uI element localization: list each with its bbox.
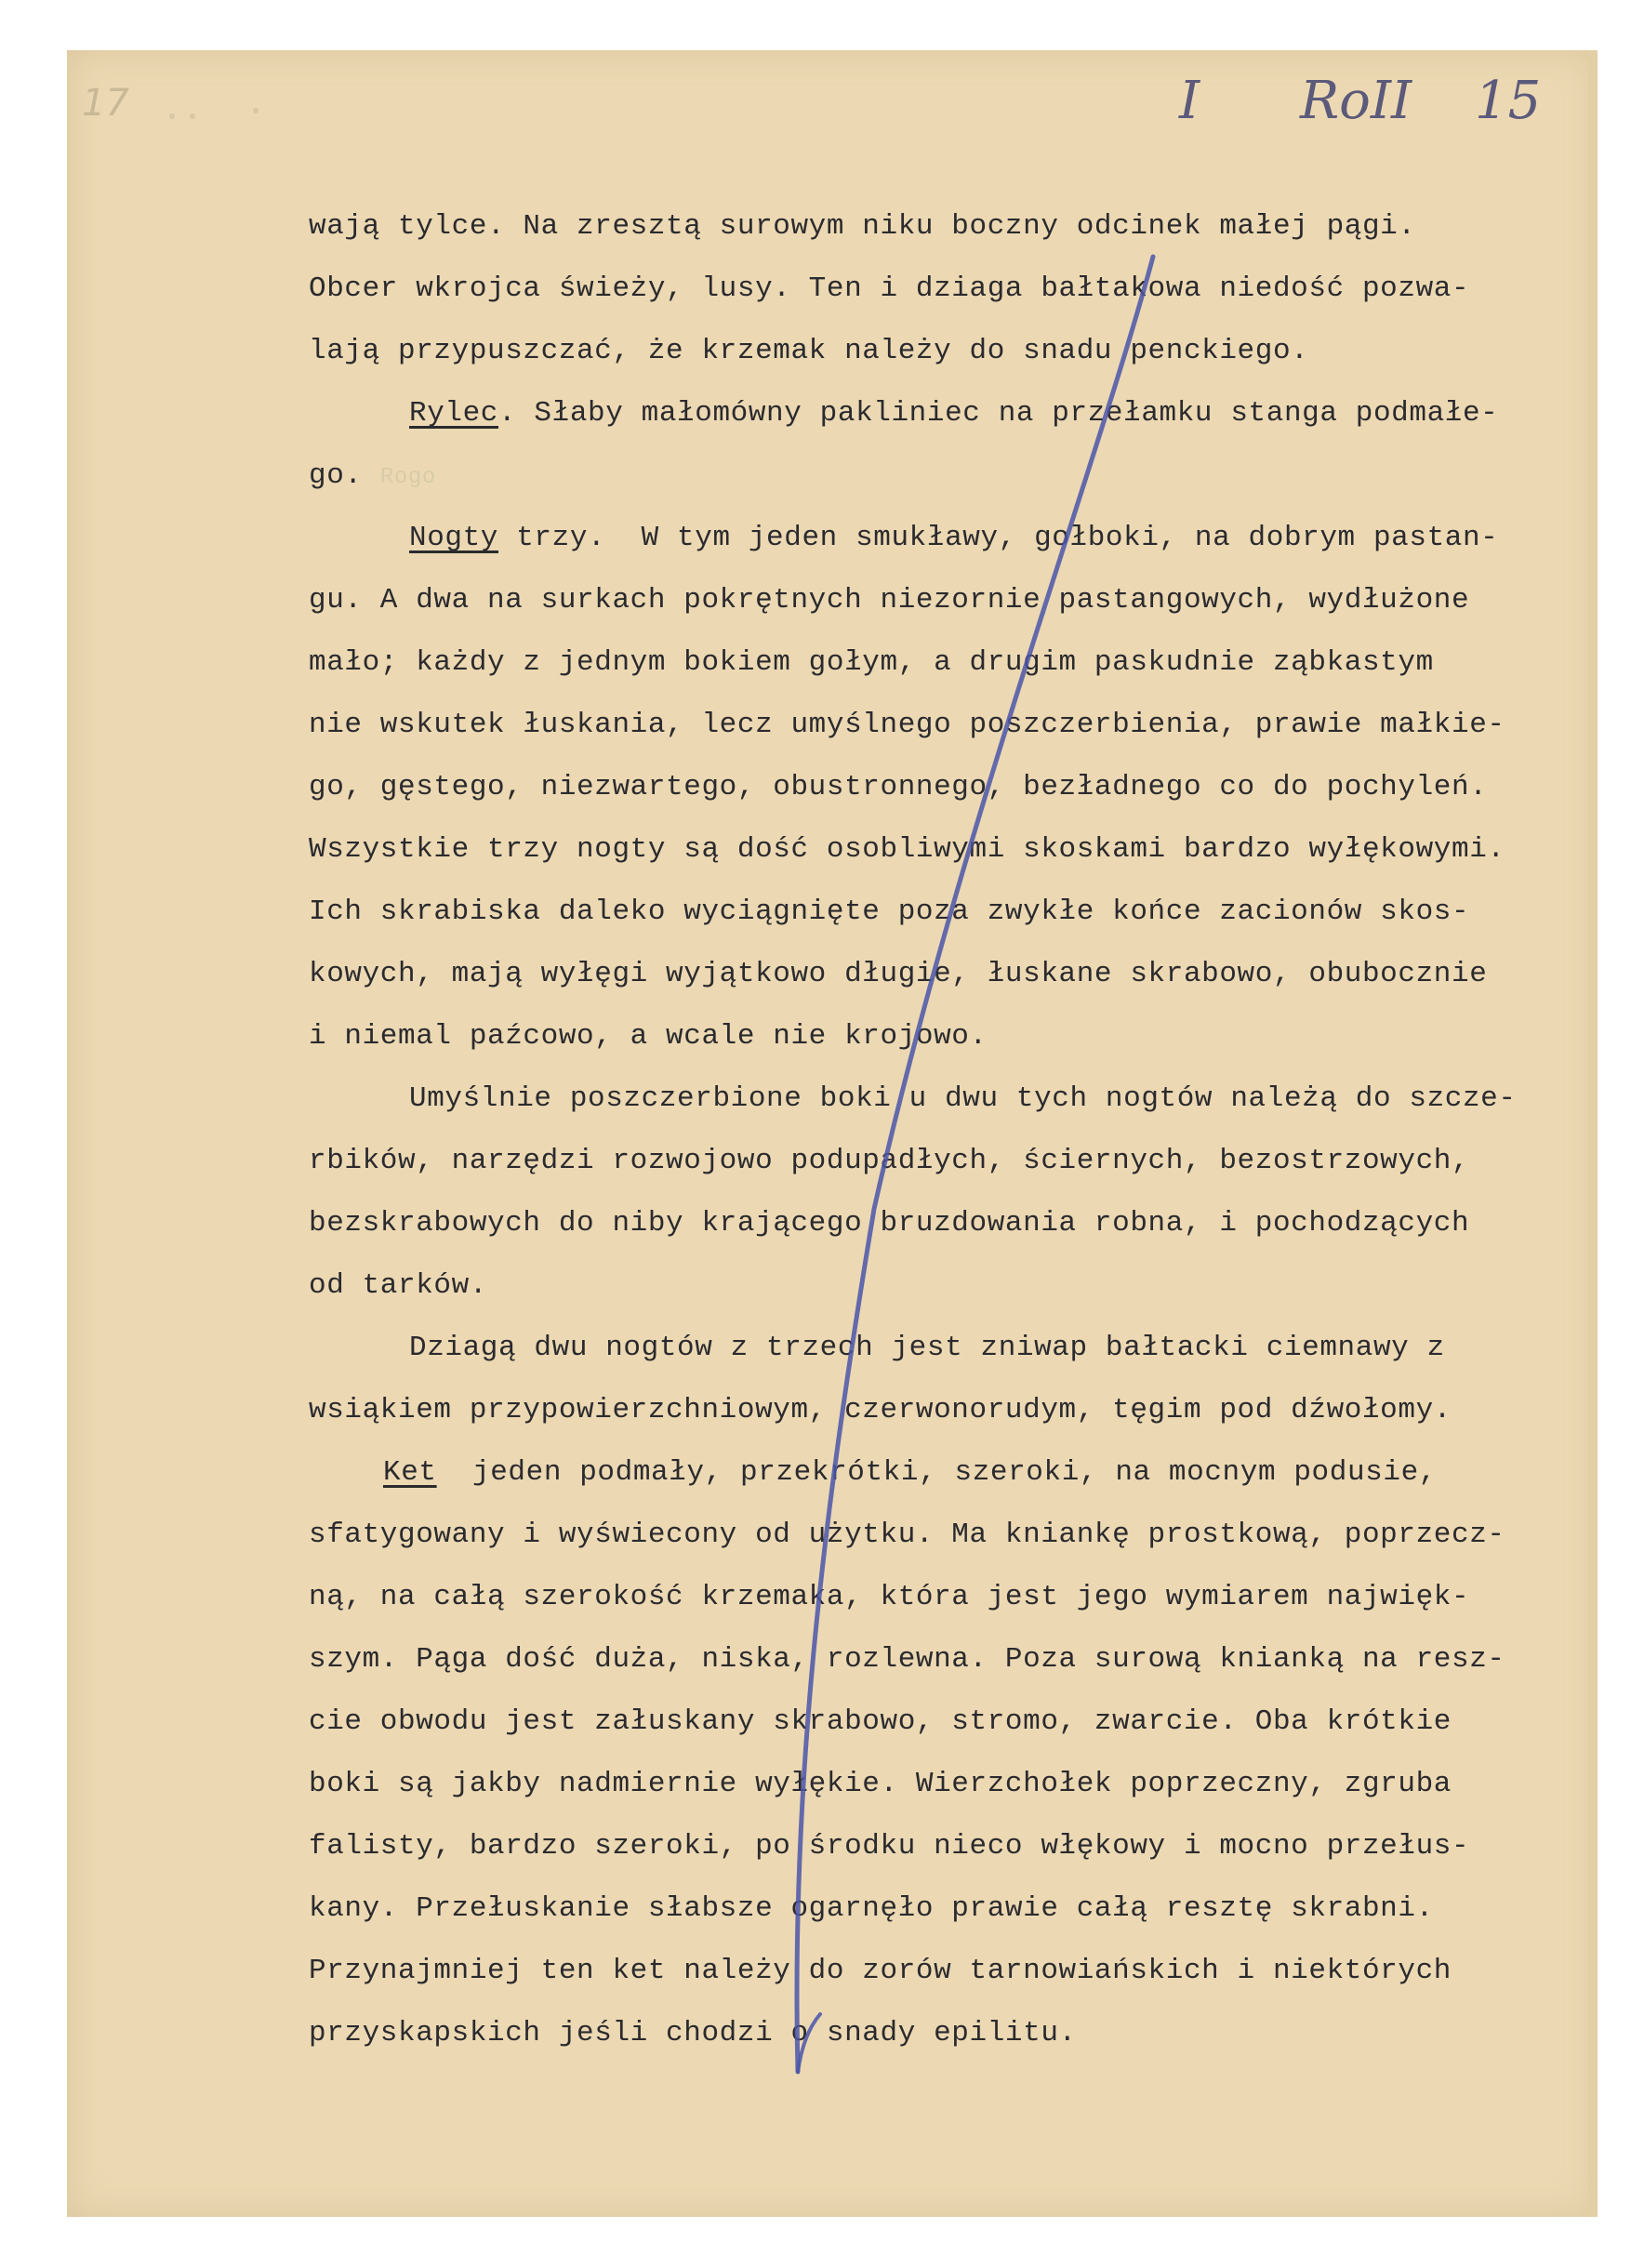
text-line: Dziagą dwu nogtów z trzech jest zniwap bałtacki ciemnawy z xyxy=(409,1332,1445,1364)
text-span: jeden podmały, przekrótki, szeroki, na mocnym podusie, xyxy=(436,1456,1437,1489)
text-line: od tarków. xyxy=(309,1269,488,1302)
punch-dot xyxy=(169,113,175,119)
section-heading-ket: Ket xyxy=(383,1456,437,1489)
text-line: cie obwodu jest załuskany skrabowo, stromo, zwarcie. Oba krótkie xyxy=(309,1705,1452,1738)
text-line: i niemal paźcowo, a wcale nie krojowo. xyxy=(309,1020,988,1053)
handwritten-header-folio: 15 xyxy=(1475,71,1542,131)
paragraph-nogty-first-line xyxy=(309,507,1592,569)
punch-dot xyxy=(190,113,195,119)
text-line: go, gęstego, niezwartego, obustronnego, bezładnego co do pochyleń. xyxy=(309,771,1488,803)
text-line: falisty, bardzo szeroki, po środku nieco włękowy i mocno przełus- xyxy=(309,1830,1470,1863)
text-line xyxy=(309,444,1592,507)
text-line: Ich skrabiska daleko wyciągnięte poza zwykłe końce zacionów skos- xyxy=(309,895,1470,928)
text-line: lają przypuszczać, że krzemak należy do snadu penckiego. xyxy=(309,335,1309,367)
text-line: sfatygowany i wyświecony od użytku. Ma kniankę prostkową, poprzecz- xyxy=(309,1519,1505,1551)
text-span: trzy. W tym jeden smukławy, gołboki, na dobrym pastan- xyxy=(498,522,1499,554)
text-line: wają tylce. Na zresztą surowym niku boczny odcinek małej pągi. xyxy=(309,210,1416,243)
handwritten-header-ref: RoII xyxy=(1300,71,1412,131)
paragraph-rylec-first-line xyxy=(309,382,1592,444)
faded-page-number: 17 xyxy=(82,82,129,125)
text-line: Obcer wkrojca świeży, lusy. Ten i dziaga bałtakowa niedość pozwa- xyxy=(309,272,1470,305)
paragraph-ket-first-line xyxy=(309,1441,1592,1504)
typed-text xyxy=(309,195,1592,2064)
text-line: rbików, narzędzi rozwojowo podupadłych, ściernych, bezostrzowych, xyxy=(309,1145,1470,1177)
text-line: ną, na całą szerokość krzemaka, która jest jego wymiarem najwięk- xyxy=(309,1581,1470,1613)
text-line: nie wskutek łuskania, lecz umyślnego poszczerbienia, prawie małkie- xyxy=(309,709,1505,741)
text-line: bezskrabowych do niby krającego bruzdowania robna, i pochodzących xyxy=(309,1207,1470,1240)
text-line: szym. Pąga dość duża, niska, rozlewna. Poza surową knianką na resz- xyxy=(309,1643,1505,1676)
text-line: kany. Przełuskanie słabsze ogarnęło prawie całą resztę skrabni. xyxy=(309,1892,1434,1925)
text-line: kowych, mają wyłęgi wyjątkowo długie, łuskane skrabowo, obubocznie xyxy=(309,958,1488,990)
handwritten-header-roman: I xyxy=(1179,71,1200,131)
erased-word: Rogo xyxy=(379,465,436,490)
text-span: . Słaby małomówny pakliniec na przełamku stanga podmałe- xyxy=(498,397,1499,430)
text-span: go. xyxy=(309,459,363,492)
text-line: gu. A dwa na surkach pokrętnych niezornie pastangowych, wydłużone xyxy=(309,584,1470,617)
text-line: boki są jakby nadmiernie wyłękie. Wierzchołek poprzeczny, zgruba xyxy=(309,1768,1452,1800)
text-line: Przynajmniej ten ket należy do zorów tarnowiańskich i niektórych xyxy=(309,1955,1452,1987)
text-line: mało; każdy z jednym bokiem gołym, a drugim paskudnie ząbkastym xyxy=(309,646,1434,679)
text-line: przyskapskich jeśli chodzi o snady epilitu. xyxy=(309,2017,1077,2049)
text-line: wsiąkiem przypowierzchniowym, czerwonorudym, tęgim pod dźwołomy. xyxy=(309,1394,1452,1426)
text-line: Umyślnie poszczerbione boki u dwu tych nogtów należą do szcze- xyxy=(409,1082,1517,1115)
section-heading-nogty: Nogty xyxy=(409,522,499,554)
punch-dot xyxy=(253,108,259,113)
section-heading-rylec: Rylec xyxy=(409,397,499,430)
text-line: Wszystkie trzy nogty są dość osobliwymi skoskami bardzo wyłękowymi. xyxy=(309,833,1505,866)
